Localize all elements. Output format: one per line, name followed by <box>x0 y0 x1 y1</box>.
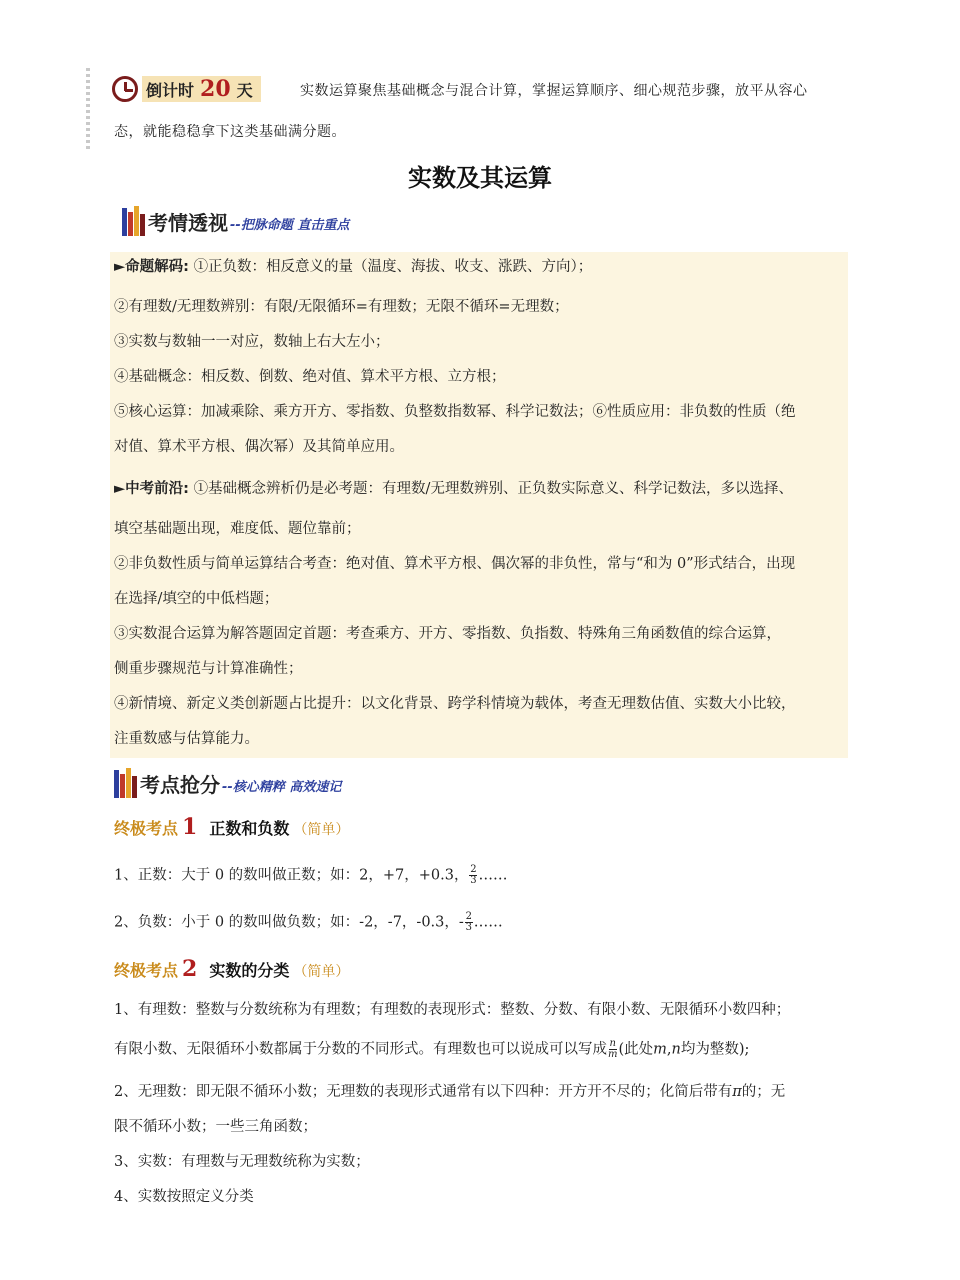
frontier-line-8: 注重数感与估算能力。 <box>114 731 259 747</box>
section-title: 考情透视 <box>148 211 228 235</box>
fraction-numerator: 2 <box>470 864 477 875</box>
key-point-label: 终极考点 <box>114 961 179 980</box>
decode-text: ①正负数：相反意义的量（温度、海拔、收支、涨跌、方向）； <box>193 259 593 275</box>
countdown-badge <box>112 74 261 104</box>
rational-line-2 <box>114 1039 749 1060</box>
rational-text: 有限小数、无限循环小数都属于分数的不同形式。有理数也可以说成可以写成 <box>114 1041 607 1058</box>
frontier-line-2: 填空基础题出现，难度低、题位靠前； <box>114 521 361 537</box>
section-title: 考点抢分 <box>140 773 220 797</box>
key-point-title: 实数的分类 <box>209 961 290 980</box>
section-heading-key-points <box>114 762 341 798</box>
key-point-number: 1 <box>182 814 198 840</box>
left-margin-bar <box>86 68 90 150</box>
difficulty-label: （简单） <box>293 822 350 838</box>
ellipsis: …… <box>478 867 508 884</box>
countdown-number: 20 <box>200 76 231 102</box>
fraction-denominator: m <box>608 1049 618 1060</box>
decode-line-3: ③实数与数轴一一对应，数轴上右大左小； <box>114 334 390 350</box>
intro-line-2: 态，就能稳稳拿下这类基础满分题。 <box>114 124 346 140</box>
clock-icon <box>112 76 138 102</box>
intro-line-1: 实数运算聚焦基础概念与混合计算，掌握运算顺序、细心规范步骤，放平从容心 <box>300 83 808 99</box>
real-number-line: 3、实数：有理数与无理数统称为实数； <box>114 1154 370 1170</box>
pi-symbol: π <box>732 1084 742 1100</box>
rational-line-1: 1、有理数：整数与分数统称为有理数；有理数的表现形式：整数、分数、有限小数、无限循环小数四种； <box>114 1002 791 1018</box>
key-point-label: 终极考点 <box>114 819 179 838</box>
key-point-number: 2 <box>182 956 198 982</box>
decode-line-4: ④基础概念：相反数、倒数、绝对值、算术平方根、立方根； <box>114 369 506 385</box>
fraction-numerator: n <box>609 1038 616 1049</box>
decode-line-5: ⑤核心运算：加减乘除、乘方开方、零指数、负整数指数幂、科学记数法；⑥性质应用：非负数的性质（绝 <box>114 404 796 420</box>
frontier-line-4: 在选择/填空的中低档题； <box>114 591 279 607</box>
frontier-line-5: ③实数混合运算为解答题固定首题：考查乘方、开方、零指数、负指数、特殊角三角函数值的综合运算， <box>114 626 781 642</box>
section-subtitle: --把脉命题 直击重点 <box>230 218 350 233</box>
countdown-tag <box>142 76 261 102</box>
variable-m: m <box>653 1041 667 1058</box>
irrational-line-1 <box>114 1082 785 1102</box>
books-icon <box>114 768 138 798</box>
rational-note-end: 均为整数); <box>680 1041 750 1058</box>
frontier-text: ①基础概念辨析仍是必考题：有理数/无理数辨别、正负数实际意义、科学记数法，多以选择、 <box>193 481 793 497</box>
fraction-denominator: 3 <box>465 922 472 933</box>
key-point-title: 正数和负数 <box>209 819 290 838</box>
positive-text: 1、正数：大于 0 的数叫做正数；如：2，+7，+0.3， <box>114 867 469 884</box>
rational-note: (此处 <box>618 1041 654 1058</box>
exam-overview-box <box>110 252 848 758</box>
decode-line-6: 对值、算术平方根、偶次幂）及其简单应用。 <box>114 439 404 455</box>
countdown-prefix: 倒计时 <box>146 80 195 100</box>
frontier-line-7: ④新情境、新定义类创新题占比提升：以文化背景、跨学科情境为载体，考查无理数估值、实数大小比较， <box>114 696 796 712</box>
negative-text: 2、负数：小于 0 的数叫做负数；如：-2，-7，-0.3，- <box>114 914 464 931</box>
fraction <box>469 865 477 886</box>
frontier-line-3: ②非负数性质与简单运算结合考查：绝对值、算术平方根、偶次幂的非负性，常与“和为 0”形式结合，出现 <box>114 556 796 572</box>
fraction <box>465 912 473 933</box>
irrational-text-end: 的；无 <box>741 1084 786 1100</box>
irrational-line-2: 限不循环小数；一些三角函数； <box>114 1119 317 1135</box>
key-point-2-heading <box>114 956 349 982</box>
fraction <box>608 1039 617 1060</box>
fraction-numerator: 2 <box>465 911 472 922</box>
page-title: 实数及其运算 <box>408 164 552 192</box>
key-point-1-heading <box>114 814 349 840</box>
classification-line: 4、实数按照定义分类 <box>114 1189 254 1205</box>
positive-number-line <box>114 865 507 886</box>
decode-line-1 <box>114 257 592 277</box>
frontier-label: ►中考前沿: <box>114 481 189 497</box>
difficulty-label: （简单） <box>293 964 350 980</box>
frontier-line-6: 侧重步骤规范与计算准确性； <box>114 661 303 677</box>
decode-line-2: ②有理数/无理数辨别：有限/无限循环=有理数；无限不循环=无理数； <box>114 299 569 315</box>
irrational-text: 2、无理数：即无限不循环小数；无理数的表现形式通常有以下四种：开方开不尽的；化简后带有 <box>114 1084 733 1100</box>
ellipsis: …… <box>473 914 503 931</box>
countdown-suffix: 天 <box>236 80 253 100</box>
fraction-denominator: 3 <box>470 875 477 886</box>
section-heading-exam-overview <box>122 200 349 236</box>
section-subtitle: --核心精粹 高效速记 <box>222 780 342 795</box>
decode-label: ►命题解码: <box>114 259 189 275</box>
variable-n: n <box>671 1041 681 1058</box>
frontier-line-1 <box>114 479 793 499</box>
separator: , <box>666 1041 672 1058</box>
books-icon <box>122 206 146 236</box>
negative-number-line <box>114 912 503 933</box>
